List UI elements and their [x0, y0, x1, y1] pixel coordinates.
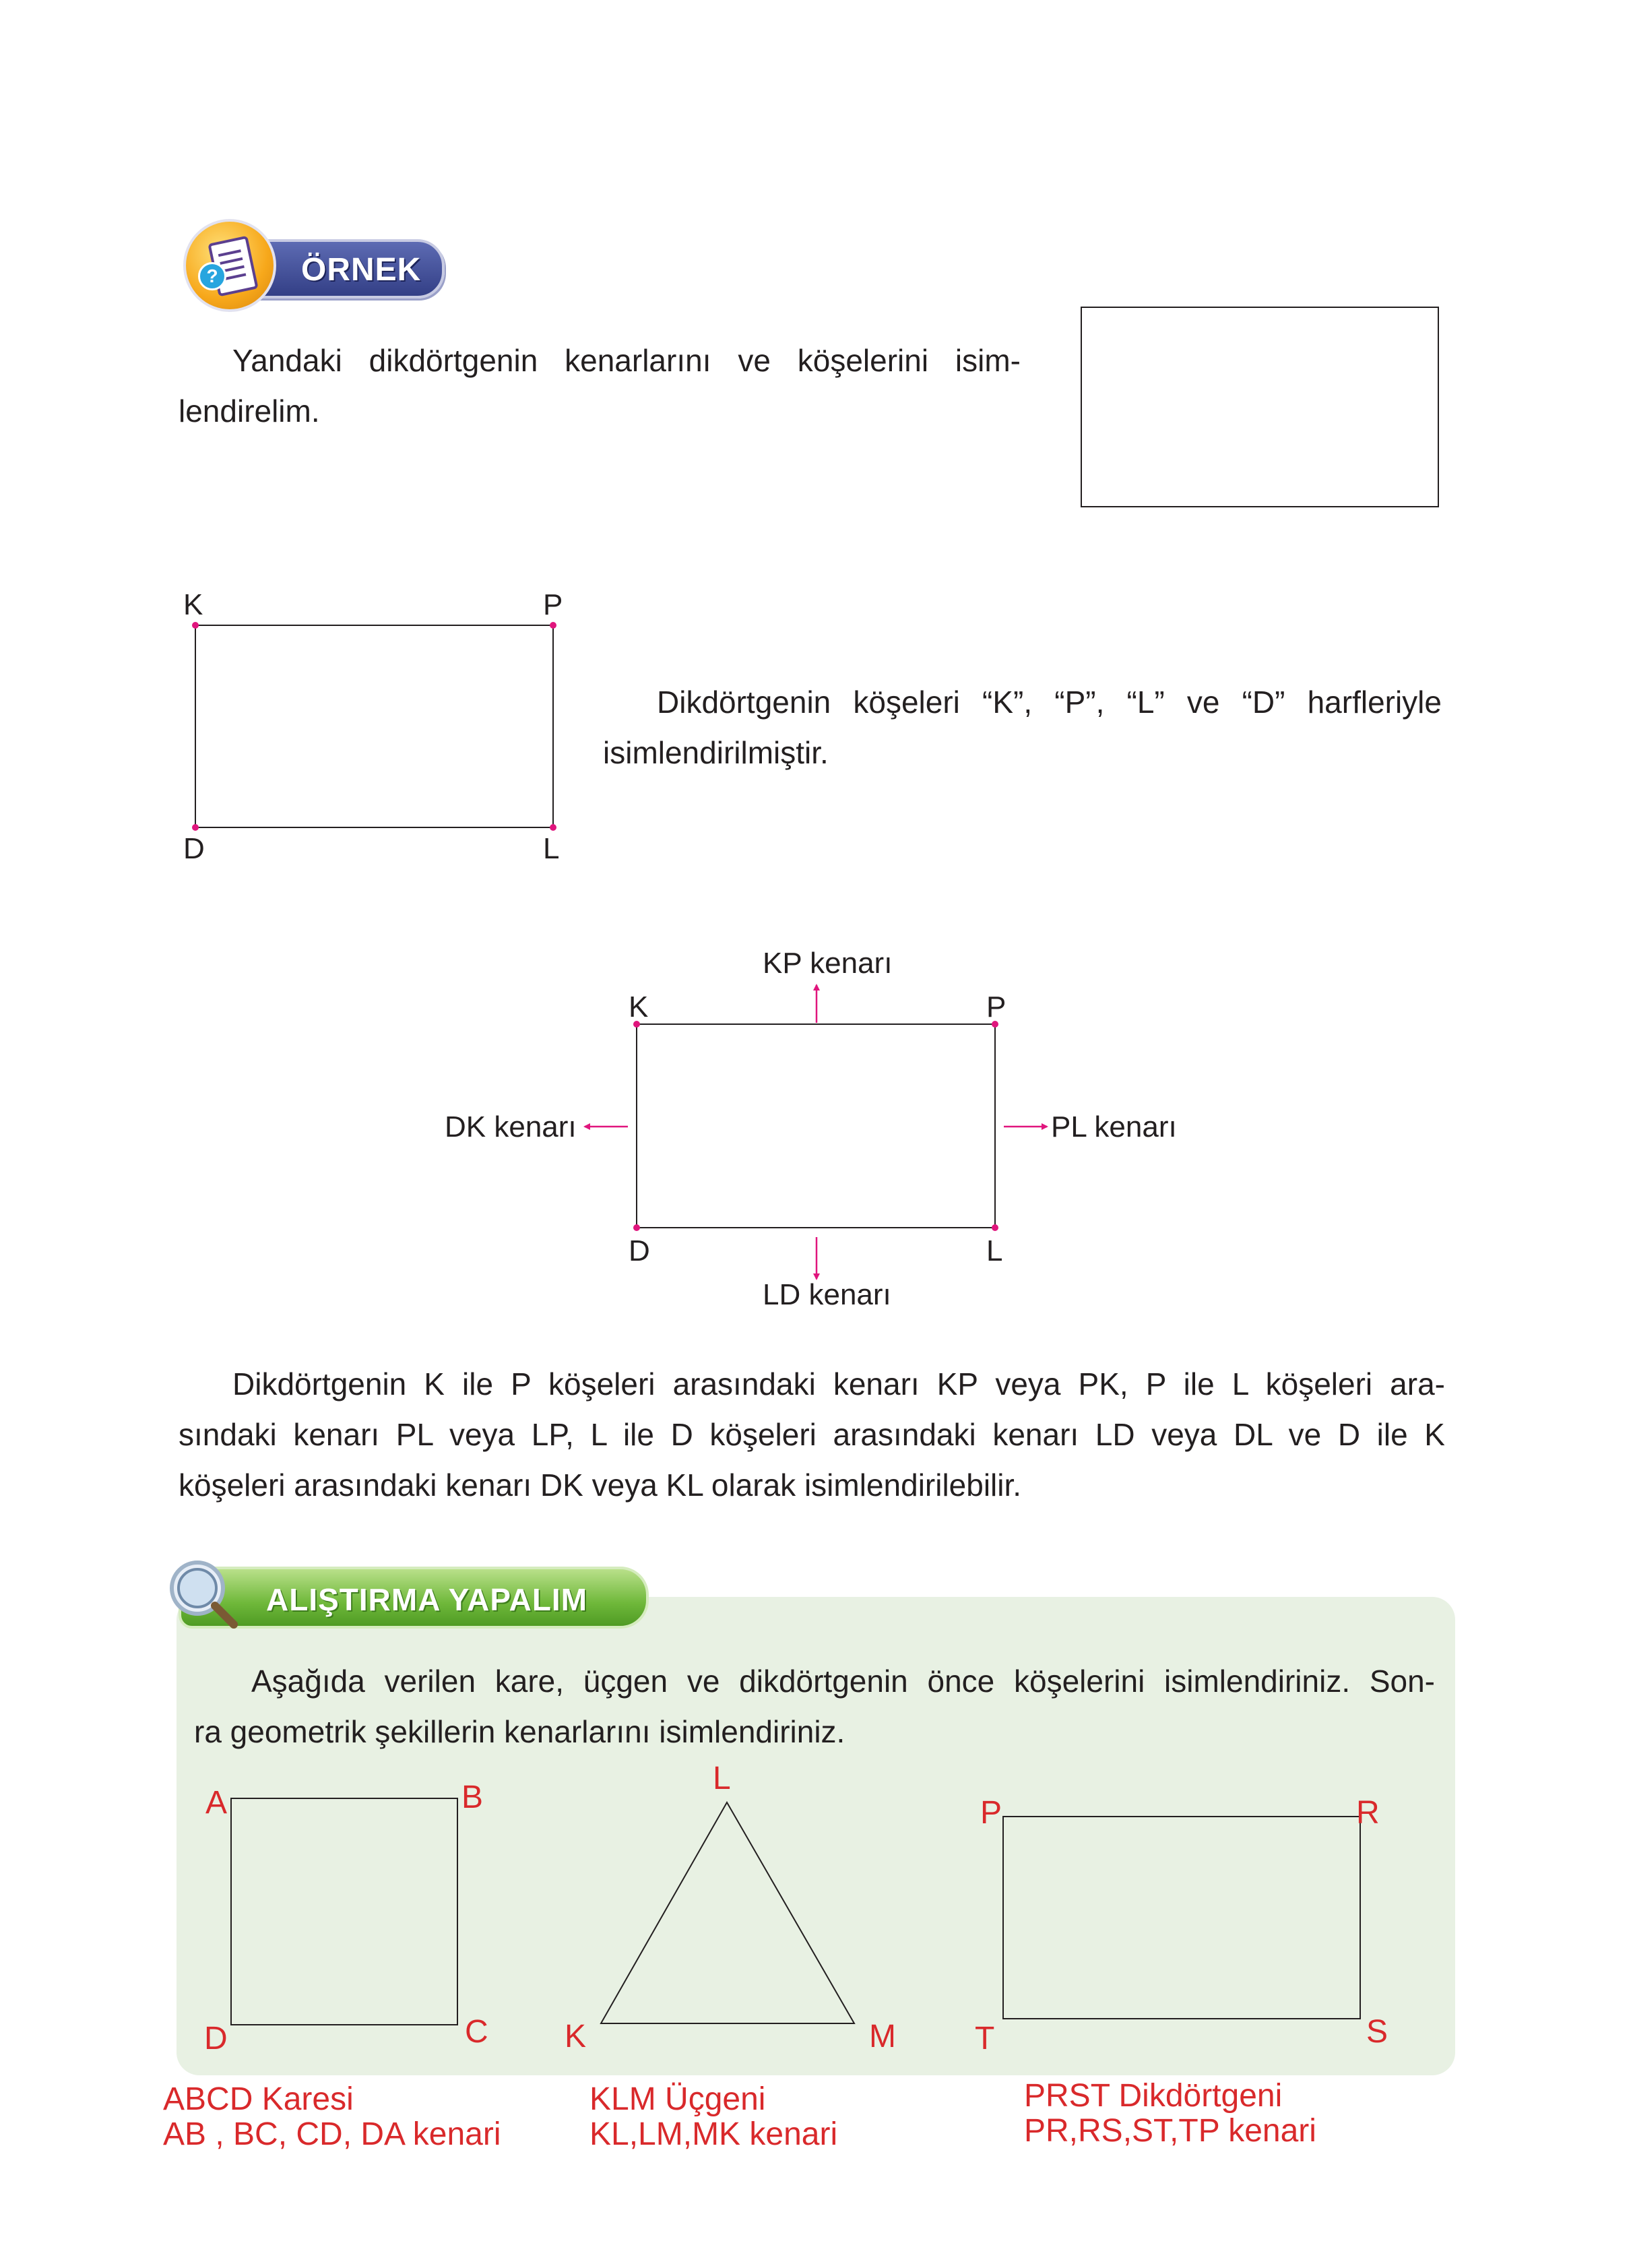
rectangle-label-s: S — [1366, 2014, 1388, 2050]
square-label-b: B — [461, 1779, 484, 1815]
question-mark-icon: ? — [198, 262, 226, 290]
rectangle-kpld — [182, 606, 566, 856]
alistirma-badge-label: ALIŞTIRMA YAPALIM — [266, 1582, 588, 1617]
square-abcd — [230, 1798, 458, 2025]
rect1-description-line2: isimlendirilmiştir. — [603, 735, 829, 770]
rectangle-kpld-shape — [195, 625, 553, 827]
explanation-paragraph — [179, 1359, 1445, 1511]
triangle-answer-title: KLM Üçgeni — [589, 2081, 766, 2117]
square-answer-title: ABCD Karesi — [163, 2081, 354, 2117]
triangle-label-m: M — [869, 2019, 896, 2054]
triangle-label-k: K — [565, 2019, 587, 2054]
rectangle-prst — [1002, 1816, 1361, 2019]
triangle-klm-shape — [601, 1802, 854, 2023]
label-l2: L — [986, 1234, 1003, 1267]
triangle-answer — [589, 2082, 837, 2152]
vertex-p — [550, 622, 556, 629]
triangle-answer-edges: KL,LM,MK kenari — [589, 2116, 838, 2152]
rectangle-edges-shape — [637, 1024, 995, 1228]
top-edge-label: KP kenarı — [763, 947, 893, 980]
ornek-badge — [183, 219, 446, 308]
magnifier-icon — [165, 1556, 239, 1630]
label-p: P — [543, 588, 563, 621]
label-p2: P — [986, 990, 1006, 1023]
alistirma-instructions — [194, 1656, 1435, 1757]
right-edge-label: PL kenarı — [1051, 1110, 1177, 1143]
ornek-intro-line2: lendirelim. — [179, 393, 320, 429]
rect1-description-line1: Dikdörtgenin köşeleri “K”, “P”, “L” ve “D” harfleriyle — [657, 685, 1442, 720]
vertex-l2 — [992, 1224, 998, 1231]
square-answer — [163, 2082, 501, 2152]
label-k2: K — [629, 990, 649, 1023]
explanation-line2: sındaki kenarı PL veya LP, L ile D köşeleri arasındaki kenarı LD veya DL ve D ile K — [179, 1417, 1445, 1452]
rect1-description — [603, 677, 1442, 778]
empty-rectangle — [1081, 307, 1439, 507]
rectangle-answer — [1024, 2079, 1316, 2149]
triangle-klm — [593, 1799, 876, 2042]
square-answer-edges: AB , BC, CD, DA kenari — [163, 2116, 501, 2152]
explanation-line1: Dikdörtgenin K ile P köşeleri arasındaki kenarı KP veya PK, P ile L köşeleri ara- — [232, 1366, 1445, 1401]
label-l: L — [543, 832, 560, 865]
triangle-label-l: L — [713, 1761, 731, 1796]
rectangle-label-t: T — [975, 2021, 995, 2056]
alistirma-line2: ra geometrik şekillerin kenarlarını isimlendiriniz. — [194, 1714, 845, 1749]
vertex-l — [550, 824, 556, 831]
left-edge-label: DK kenarı — [445, 1110, 577, 1143]
explanation-line3: köşeleri arasındaki kenarı DK veya KL olarak isimlendirilebilir. — [179, 1468, 1022, 1503]
clipboard-icon — [183, 219, 276, 312]
square-label-d: D — [204, 2021, 228, 2056]
vertex-k — [192, 622, 199, 629]
ornek-intro — [179, 336, 1021, 437]
bottom-edge-label: LD kenarı — [763, 1278, 891, 1311]
rectangle-answer-edges: PR,RS,ST,TP kenari — [1024, 2113, 1316, 2149]
ornek-badge-label: ÖRNEK — [301, 252, 422, 288]
square-label-c: C — [465, 2014, 488, 2050]
ornek-intro-line1: Yandaki dikdörtgenin kenarlarını ve köşelerini isim- — [232, 343, 1021, 378]
label-k: K — [183, 588, 203, 621]
square-label-a: A — [205, 1785, 228, 1821]
rectangle-label-p: P — [980, 1795, 1002, 1831]
vertex-d — [192, 824, 199, 831]
rectangle-label-r: R — [1356, 1795, 1380, 1831]
label-d2: D — [629, 1234, 650, 1267]
alistirma-badge — [165, 1553, 650, 1641]
vertex-d2 — [633, 1224, 640, 1231]
alistirma-line1: Aşağıda verilen kare, üçgen ve dikdörtgenin önce köşelerini isimlendiriniz. Son- — [251, 1664, 1435, 1699]
rectangle-answer-title: PRST Dikdörtgeni — [1024, 2078, 1283, 2114]
label-d: D — [183, 832, 205, 865]
